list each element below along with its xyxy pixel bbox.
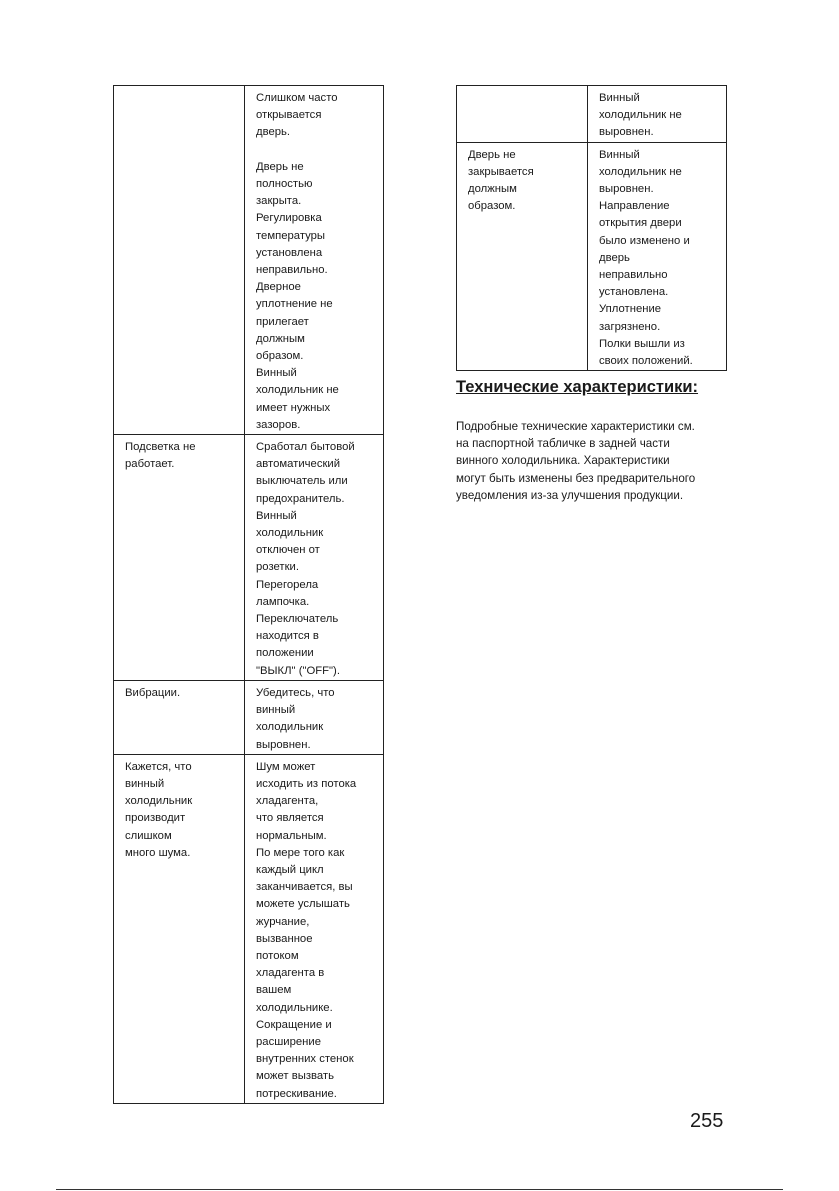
cell-line: Винный (599, 148, 640, 161)
problem-cell (457, 86, 588, 143)
specifications-heading: Технические характеристики: (456, 378, 699, 396)
cell-line: открытия двери (599, 217, 682, 230)
cell-line: выровнен. (256, 738, 311, 751)
cell-line: Кажется, что (125, 760, 192, 773)
cell-line: винный (256, 704, 296, 717)
cell-line: может вызвать (256, 1070, 334, 1083)
cause-cell (588, 86, 727, 143)
cell-line: Дверное (256, 281, 301, 294)
cell-line: Сработал бытовой (256, 441, 355, 454)
cell-line: положении (256, 647, 314, 660)
cell-line: Переключатель (256, 613, 339, 626)
cell-line: установлена. (599, 286, 669, 299)
troubleshooting-table-left (113, 85, 384, 1104)
cause-cell (245, 435, 384, 681)
cell-line: заканчивается, вы (256, 881, 353, 894)
problem-cell (457, 142, 588, 371)
cell-line: что является (256, 812, 324, 825)
troubleshooting-table-right (456, 85, 727, 371)
problem-cell (114, 435, 245, 681)
cause-cell (588, 142, 727, 371)
table-row (114, 435, 384, 681)
cell-line: температуры (256, 229, 326, 242)
spec-line: уведомления из-за улучшения продукции. (456, 488, 684, 502)
cell-line: Винный (256, 367, 297, 380)
problem-cell (114, 680, 245, 754)
table-row (114, 754, 384, 1103)
cell-line: расширение (256, 1035, 321, 1048)
cell-line: Уплотнение (599, 303, 662, 316)
cell-line: Винный (599, 92, 640, 104)
cell-line: образом. (468, 200, 516, 213)
cell-line: отключен от (256, 544, 320, 557)
cell-line: хладагента в (256, 967, 325, 980)
cell-line: много шума. (125, 846, 191, 859)
cell-line: вызванное (256, 932, 313, 945)
table-row (114, 680, 384, 754)
cell-line: Дверь не (468, 148, 516, 161)
cell-line: имеет нужных (256, 401, 331, 414)
cell-line: По мере того как (256, 846, 345, 859)
cell-line: закрыта. (256, 195, 302, 208)
cell-line: Шум может (256, 760, 316, 773)
cell-line: холодильник (256, 527, 324, 540)
cell-line: Сокращение и (256, 1018, 332, 1031)
spec-line: на паспортной табличке в задней части (456, 437, 670, 451)
cell-line: исходить из потока (256, 777, 357, 790)
cell-line: Перегорела (256, 578, 319, 591)
cell-line: выровнен. (599, 183, 654, 196)
cell-line: Регулировка (256, 212, 322, 225)
cell-line: Направление (599, 200, 670, 213)
blank-line (256, 142, 377, 159)
cell-line: Полки вышли из (599, 337, 685, 350)
cell-line: предохранитель. (256, 492, 345, 505)
cell-line: хладагента, (256, 795, 319, 808)
specifications-text (456, 418, 746, 504)
cell-line: потоком (256, 949, 299, 962)
cell-line: закрывается (468, 165, 534, 178)
cell-line: должным (256, 332, 305, 345)
cell-line: холодильник (256, 721, 324, 734)
cell-line: своих положений. (599, 355, 693, 368)
table-body (114, 86, 384, 1104)
table-row (114, 86, 384, 435)
cell-line: винный (125, 777, 165, 790)
cell-line: журчание, (256, 915, 310, 928)
table-row (457, 142, 727, 371)
cell-line: внутренних стенок (256, 1053, 354, 1066)
footer-divider (56, 1189, 783, 1190)
cell-line: слишком (125, 829, 172, 842)
cell-line: дверь. (256, 126, 291, 139)
cell-line: каждый цикл (256, 863, 324, 876)
cell-line: автоматический (256, 458, 341, 471)
cell-line: Дверь не (256, 160, 304, 173)
cell-line: неправильно. (256, 264, 328, 277)
cell-line: розетки. (256, 561, 299, 574)
page-number: 255 (690, 1110, 724, 1132)
table-row (457, 86, 727, 143)
cell-line: Подсветка не (125, 441, 196, 454)
cell-line: холодильник не (599, 109, 682, 122)
cell-line: работает. (125, 458, 175, 471)
cell-line: лампочка. (256, 595, 310, 608)
cause-cell (245, 86, 384, 435)
table-body (457, 86, 727, 371)
cell-line: загрязнено. (599, 320, 661, 333)
cell-line: холодильник не (599, 165, 682, 178)
cell-line: вашем (256, 984, 292, 997)
cell-line: Убедитесь, что (256, 686, 335, 699)
cell-line: должным (468, 183, 517, 196)
cause-cell (245, 680, 384, 754)
cell-line: Винный (256, 509, 297, 522)
cell-line: "ВЫКЛ" ("OFF"). (256, 664, 340, 677)
cell-line: выровнен. (599, 126, 654, 139)
cell-line: открывается (256, 109, 322, 122)
cell-line: холодильнике. (256, 1001, 333, 1014)
cell-line: установлена (256, 246, 323, 259)
problem-cell (114, 754, 245, 1103)
cell-line: образом. (256, 350, 304, 363)
cell-line: прилегает (256, 315, 309, 328)
spec-line: Подробные технические характеристики см. (456, 420, 695, 433)
cell-line: уплотнение не (256, 298, 333, 311)
cell-line: зазоров. (256, 418, 301, 431)
cell-line: холодильник не (256, 384, 339, 397)
spec-line: могут быть изменены без предварительного (456, 471, 696, 485)
cell-line: можете услышать (256, 898, 350, 911)
cause-cell (245, 754, 384, 1103)
cell-line: неправильно (599, 269, 668, 282)
cell-line: было изменено и (599, 234, 690, 247)
cell-line: нормальным. (256, 829, 327, 842)
cell-line: производит (125, 812, 186, 825)
cell-line: полностью (256, 178, 313, 190)
cell-line: находится в (256, 630, 319, 643)
spec-line: винного холодильника. Характеристики (456, 454, 670, 468)
cell-line: Слишком часто (256, 92, 338, 104)
cell-line: потрескивание. (256, 1087, 337, 1100)
problem-cell (114, 86, 245, 435)
cell-line: Вибрации. (125, 686, 181, 699)
cell-line: дверь (599, 251, 630, 264)
cell-line: выключатель или (256, 475, 348, 488)
cell-line: холодильник (125, 795, 193, 808)
